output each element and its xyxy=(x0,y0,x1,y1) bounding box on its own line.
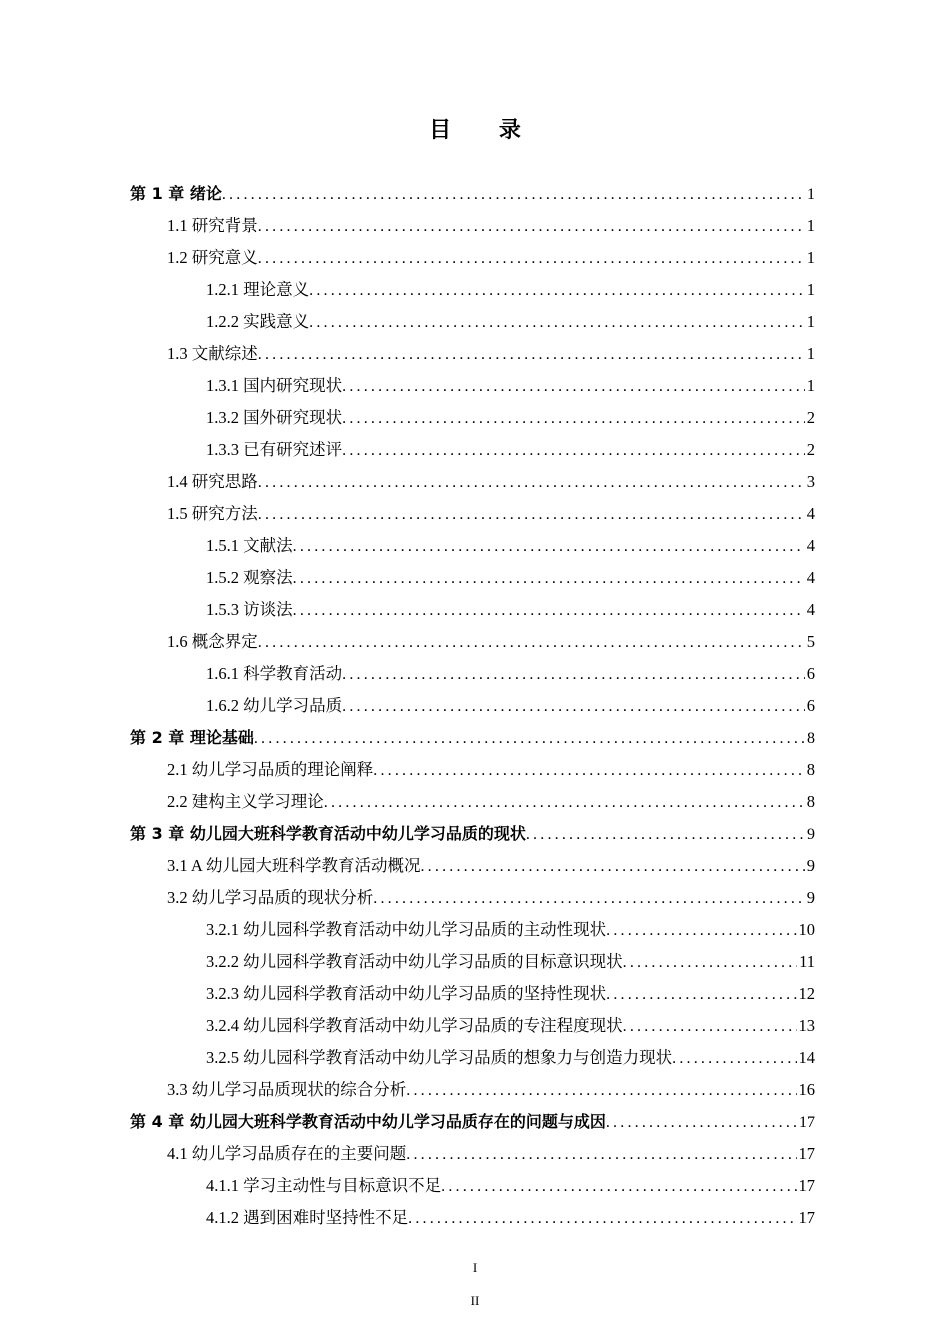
dot-leader xyxy=(606,1107,797,1139)
toc-entry[interactable] xyxy=(130,626,815,658)
toc-entry-title: 1.3.3 已有研究述评 xyxy=(206,440,343,459)
dot-leader xyxy=(342,691,805,723)
toc-entry[interactable] xyxy=(130,722,815,754)
toc-entry-page-number: 1 xyxy=(807,186,815,203)
dot-leader xyxy=(606,915,796,947)
toc-entry-title: 3.2.1 幼儿园科学教育活动中幼儿学习品质的主动性现状 xyxy=(206,920,607,939)
toc-entry-title: 4.1.2 遇到困难时坚持性不足 xyxy=(206,1208,409,1227)
toc-entry-page-number: 6 xyxy=(806,696,815,715)
dot-leader xyxy=(342,371,805,403)
dot-leader xyxy=(293,563,805,595)
section-number-footer: II xyxy=(470,1293,480,1308)
toc-entry-title: 1.2.2 实践意义 xyxy=(206,312,310,331)
dot-leader xyxy=(342,435,805,467)
dot-leader xyxy=(309,307,805,339)
toc-entry-page-number: 16 xyxy=(798,1080,815,1099)
toc-entry-page-number: 1 xyxy=(806,280,815,299)
dot-leader xyxy=(408,1203,796,1235)
toc-entry-title: 1.3.1 国内研究现状 xyxy=(206,376,343,395)
toc-entry[interactable] xyxy=(130,1138,815,1170)
toc-entry-title: 3.2 幼儿学习品质的现状分析 xyxy=(167,888,374,907)
toc-entry[interactable] xyxy=(130,882,815,914)
toc-entry-page-number: 2 xyxy=(806,440,815,459)
toc-entry-page-number: 17 xyxy=(798,1208,815,1227)
dot-leader xyxy=(258,211,805,243)
toc-entry-title: 1.3.2 国外研究现状 xyxy=(206,408,343,427)
toc-entry-title: 1.6.2 幼儿学习品质 xyxy=(206,696,343,715)
toc-entry[interactable] xyxy=(130,178,815,210)
toc-entry[interactable] xyxy=(130,530,815,562)
page-title: 目 录 xyxy=(429,118,541,143)
toc-entry-page-number: 8 xyxy=(807,730,815,747)
dot-leader xyxy=(406,1139,796,1171)
dot-leader xyxy=(258,499,805,531)
toc-entry-page-number: 17 xyxy=(799,1114,815,1131)
table-of-contents xyxy=(130,178,815,1234)
toc-entry[interactable] xyxy=(130,338,815,370)
toc-entry[interactable] xyxy=(130,466,815,498)
dot-leader xyxy=(254,723,805,755)
toc-entry-title: 第 2 章 理论基础 xyxy=(130,728,254,747)
dot-leader xyxy=(373,883,805,915)
toc-entry[interactable] xyxy=(130,242,815,274)
toc-entry-title: 第 4 章 幼儿园大班科学教育活动中幼儿学习品质存在的问题与成因 xyxy=(130,1112,606,1131)
toc-entry-title: 3.2.4 幼儿园科学教育活动中幼儿学习品质的专注程度现状 xyxy=(206,1016,623,1035)
toc-entry-page-number: 4 xyxy=(806,504,815,523)
dot-leader xyxy=(222,179,805,211)
dot-leader xyxy=(342,403,805,435)
toc-entry[interactable] xyxy=(130,818,815,850)
toc-entry[interactable] xyxy=(130,850,815,882)
dot-leader xyxy=(293,531,805,563)
toc-entry-title: 1.4 研究思路 xyxy=(167,472,258,491)
toc-entry-page-number: 1 xyxy=(806,216,815,235)
toc-entry-page-number: 12 xyxy=(798,984,815,1003)
toc-entry-page-number: 13 xyxy=(798,1016,815,1035)
page-number-footer: I xyxy=(472,1260,478,1275)
toc-entry[interactable] xyxy=(130,1074,815,1106)
dot-leader xyxy=(258,627,805,659)
toc-entry[interactable] xyxy=(130,434,815,466)
toc-entry-page-number: 1 xyxy=(806,248,815,267)
toc-entry-page-number: 3 xyxy=(806,472,815,491)
toc-entry[interactable] xyxy=(130,658,815,690)
toc-entry-title: 1.1 研究背景 xyxy=(167,216,258,235)
toc-entry-page-number: 1 xyxy=(806,376,815,395)
toc-entry[interactable] xyxy=(130,1170,815,1202)
toc-entry-page-number: 1 xyxy=(806,312,815,331)
toc-entry-title: 2.2 建构主义学习理论 xyxy=(167,792,324,811)
toc-entry-page-number: 14 xyxy=(798,1048,815,1067)
toc-entry[interactable] xyxy=(130,562,815,594)
dot-leader xyxy=(324,787,805,819)
dot-leader xyxy=(258,467,805,499)
toc-entry-title: 第 3 章 幼儿园大班科学教育活动中幼儿学习品质的现状 xyxy=(130,824,526,843)
toc-entry-title: 3.3 幼儿学习品质现状的综合分析 xyxy=(167,1080,407,1099)
toc-entry[interactable] xyxy=(130,1010,815,1042)
toc-entry-page-number: 9 xyxy=(806,856,815,875)
toc-entry-page-number: 8 xyxy=(806,792,815,811)
toc-entry-title: 第 1 章 绪论 xyxy=(130,184,222,203)
dot-leader xyxy=(420,851,804,883)
dot-leader xyxy=(441,1171,796,1203)
dot-leader xyxy=(623,1011,797,1043)
dot-leader xyxy=(293,595,805,627)
toc-entry-title: 3.2.5 幼儿园科学教育活动中幼儿学习品质的想象力与创造力现状 xyxy=(206,1048,673,1067)
toc-entry-page-number: 5 xyxy=(806,632,815,651)
dot-leader xyxy=(373,755,805,787)
toc-entry-title: 4.1 幼儿学习品质存在的主要问题 xyxy=(167,1144,407,1163)
toc-entry-title: 1.5 研究方法 xyxy=(167,504,258,523)
dot-leader xyxy=(406,1075,796,1107)
toc-entry-title: 1.6 概念界定 xyxy=(167,632,258,651)
toc-entry[interactable] xyxy=(130,306,815,338)
toc-entry[interactable] xyxy=(130,498,815,530)
toc-entry-page-number: 10 xyxy=(798,920,815,939)
toc-entry-page-number: 4 xyxy=(806,568,815,587)
toc-entry[interactable] xyxy=(130,754,815,786)
toc-entry-title: 1.5.1 文献法 xyxy=(206,536,293,555)
toc-entry-page-number: 4 xyxy=(806,600,815,619)
toc-entry[interactable] xyxy=(130,210,815,242)
toc-entry-page-number: 6 xyxy=(806,664,815,683)
toc-entry-title: 1.6.1 科学教育活动 xyxy=(206,664,343,683)
dot-leader xyxy=(623,947,797,979)
dot-leader xyxy=(309,275,805,307)
toc-entry-title: 1.2.1 理论意义 xyxy=(206,280,310,299)
dot-leader xyxy=(342,659,805,691)
toc-entry-title: 1.5.2 观察法 xyxy=(206,568,293,587)
toc-entry-page-number: 8 xyxy=(806,760,815,779)
toc-entry-title: 3.2.3 幼儿园科学教育活动中幼儿学习品质的坚持性现状 xyxy=(206,984,607,1003)
toc-entry[interactable] xyxy=(130,594,815,626)
toc-entry-title: 1.5.3 访谈法 xyxy=(206,600,293,619)
toc-entry-page-number: 2 xyxy=(806,408,815,427)
toc-entry-page-number: 9 xyxy=(807,826,815,843)
toc-entry[interactable] xyxy=(130,1106,815,1138)
toc-entry[interactable] xyxy=(130,402,815,434)
toc-entry[interactable] xyxy=(130,786,815,818)
toc-entry-page-number: 1 xyxy=(806,344,815,363)
toc-entry-page-number: 11 xyxy=(799,952,815,971)
dot-leader xyxy=(526,819,805,851)
toc-entry-title: 3.2.2 幼儿园科学教育活动中幼儿学习品质的目标意识现状 xyxy=(206,952,623,971)
toc-entry-title: 1.2 研究意义 xyxy=(167,248,258,267)
toc-entry-title: 2.1 幼儿学习品质的理论阐释 xyxy=(167,760,374,779)
toc-entry-page-number: 9 xyxy=(806,888,815,907)
dot-leader xyxy=(606,979,796,1011)
toc-entry-title: 4.1.1 学习主动性与目标意识不足 xyxy=(206,1176,442,1195)
toc-entry-title: 1.3 文献综述 xyxy=(167,344,258,363)
toc-entry[interactable] xyxy=(130,370,815,402)
toc-entry[interactable] xyxy=(130,914,815,946)
dot-leader xyxy=(672,1043,796,1075)
dot-leader xyxy=(258,243,805,275)
toc-entry[interactable] xyxy=(130,1202,815,1234)
toc-entry-title: 3.1 A 幼儿园大班科学教育活动概况 xyxy=(167,856,421,875)
toc-entry-page-number: 17 xyxy=(798,1176,815,1195)
toc-entry[interactable] xyxy=(130,946,815,978)
toc-entry[interactable] xyxy=(130,274,815,306)
toc-entry-page-number: 17 xyxy=(798,1144,815,1163)
toc-entry[interactable] xyxy=(130,978,815,1010)
toc-entry[interactable] xyxy=(130,1042,815,1074)
dot-leader xyxy=(258,339,805,371)
toc-entry[interactable] xyxy=(130,690,815,722)
toc-entry-page-number: 4 xyxy=(806,536,815,555)
